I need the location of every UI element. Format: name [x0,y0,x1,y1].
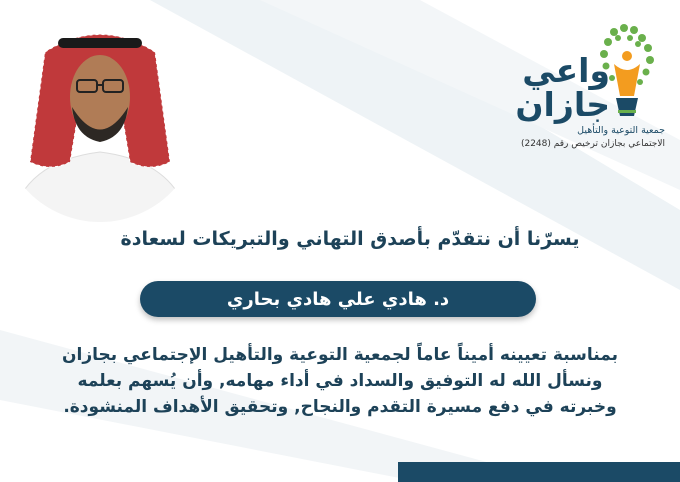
license-text: الاجتماعي بجازان ترخيص رقم (2248) [520,139,665,149]
logo-name: واعي جازان [515,51,610,124]
portrait-photo [0,12,200,227]
body-text [30,342,650,420]
association-name: جمعية التوعية والتأهيل [577,125,665,136]
footer-bar [398,462,680,482]
intro-text: يسرّنا أن نتقدّم بأصدق التهاني والتبريكات لسعادة [120,228,580,250]
body-line: بمناسبة تعيينه أميناً عاماً لجمعية التوعية والتأهيل الإجتماعي بجازان [61,345,618,365]
body-line: وخبرته في دفع مسيرة التقدم والنجاح, وتحقيق الأهداف المنشودة. [63,397,617,417]
honoree-name: د. هادي علي هادي بحاري [226,288,450,310]
body-line: ونسأل الله له التوفيق والسداد في أداء مهامه, وأن يُسهم بعلمه [77,371,603,391]
name-banner [140,281,536,317]
